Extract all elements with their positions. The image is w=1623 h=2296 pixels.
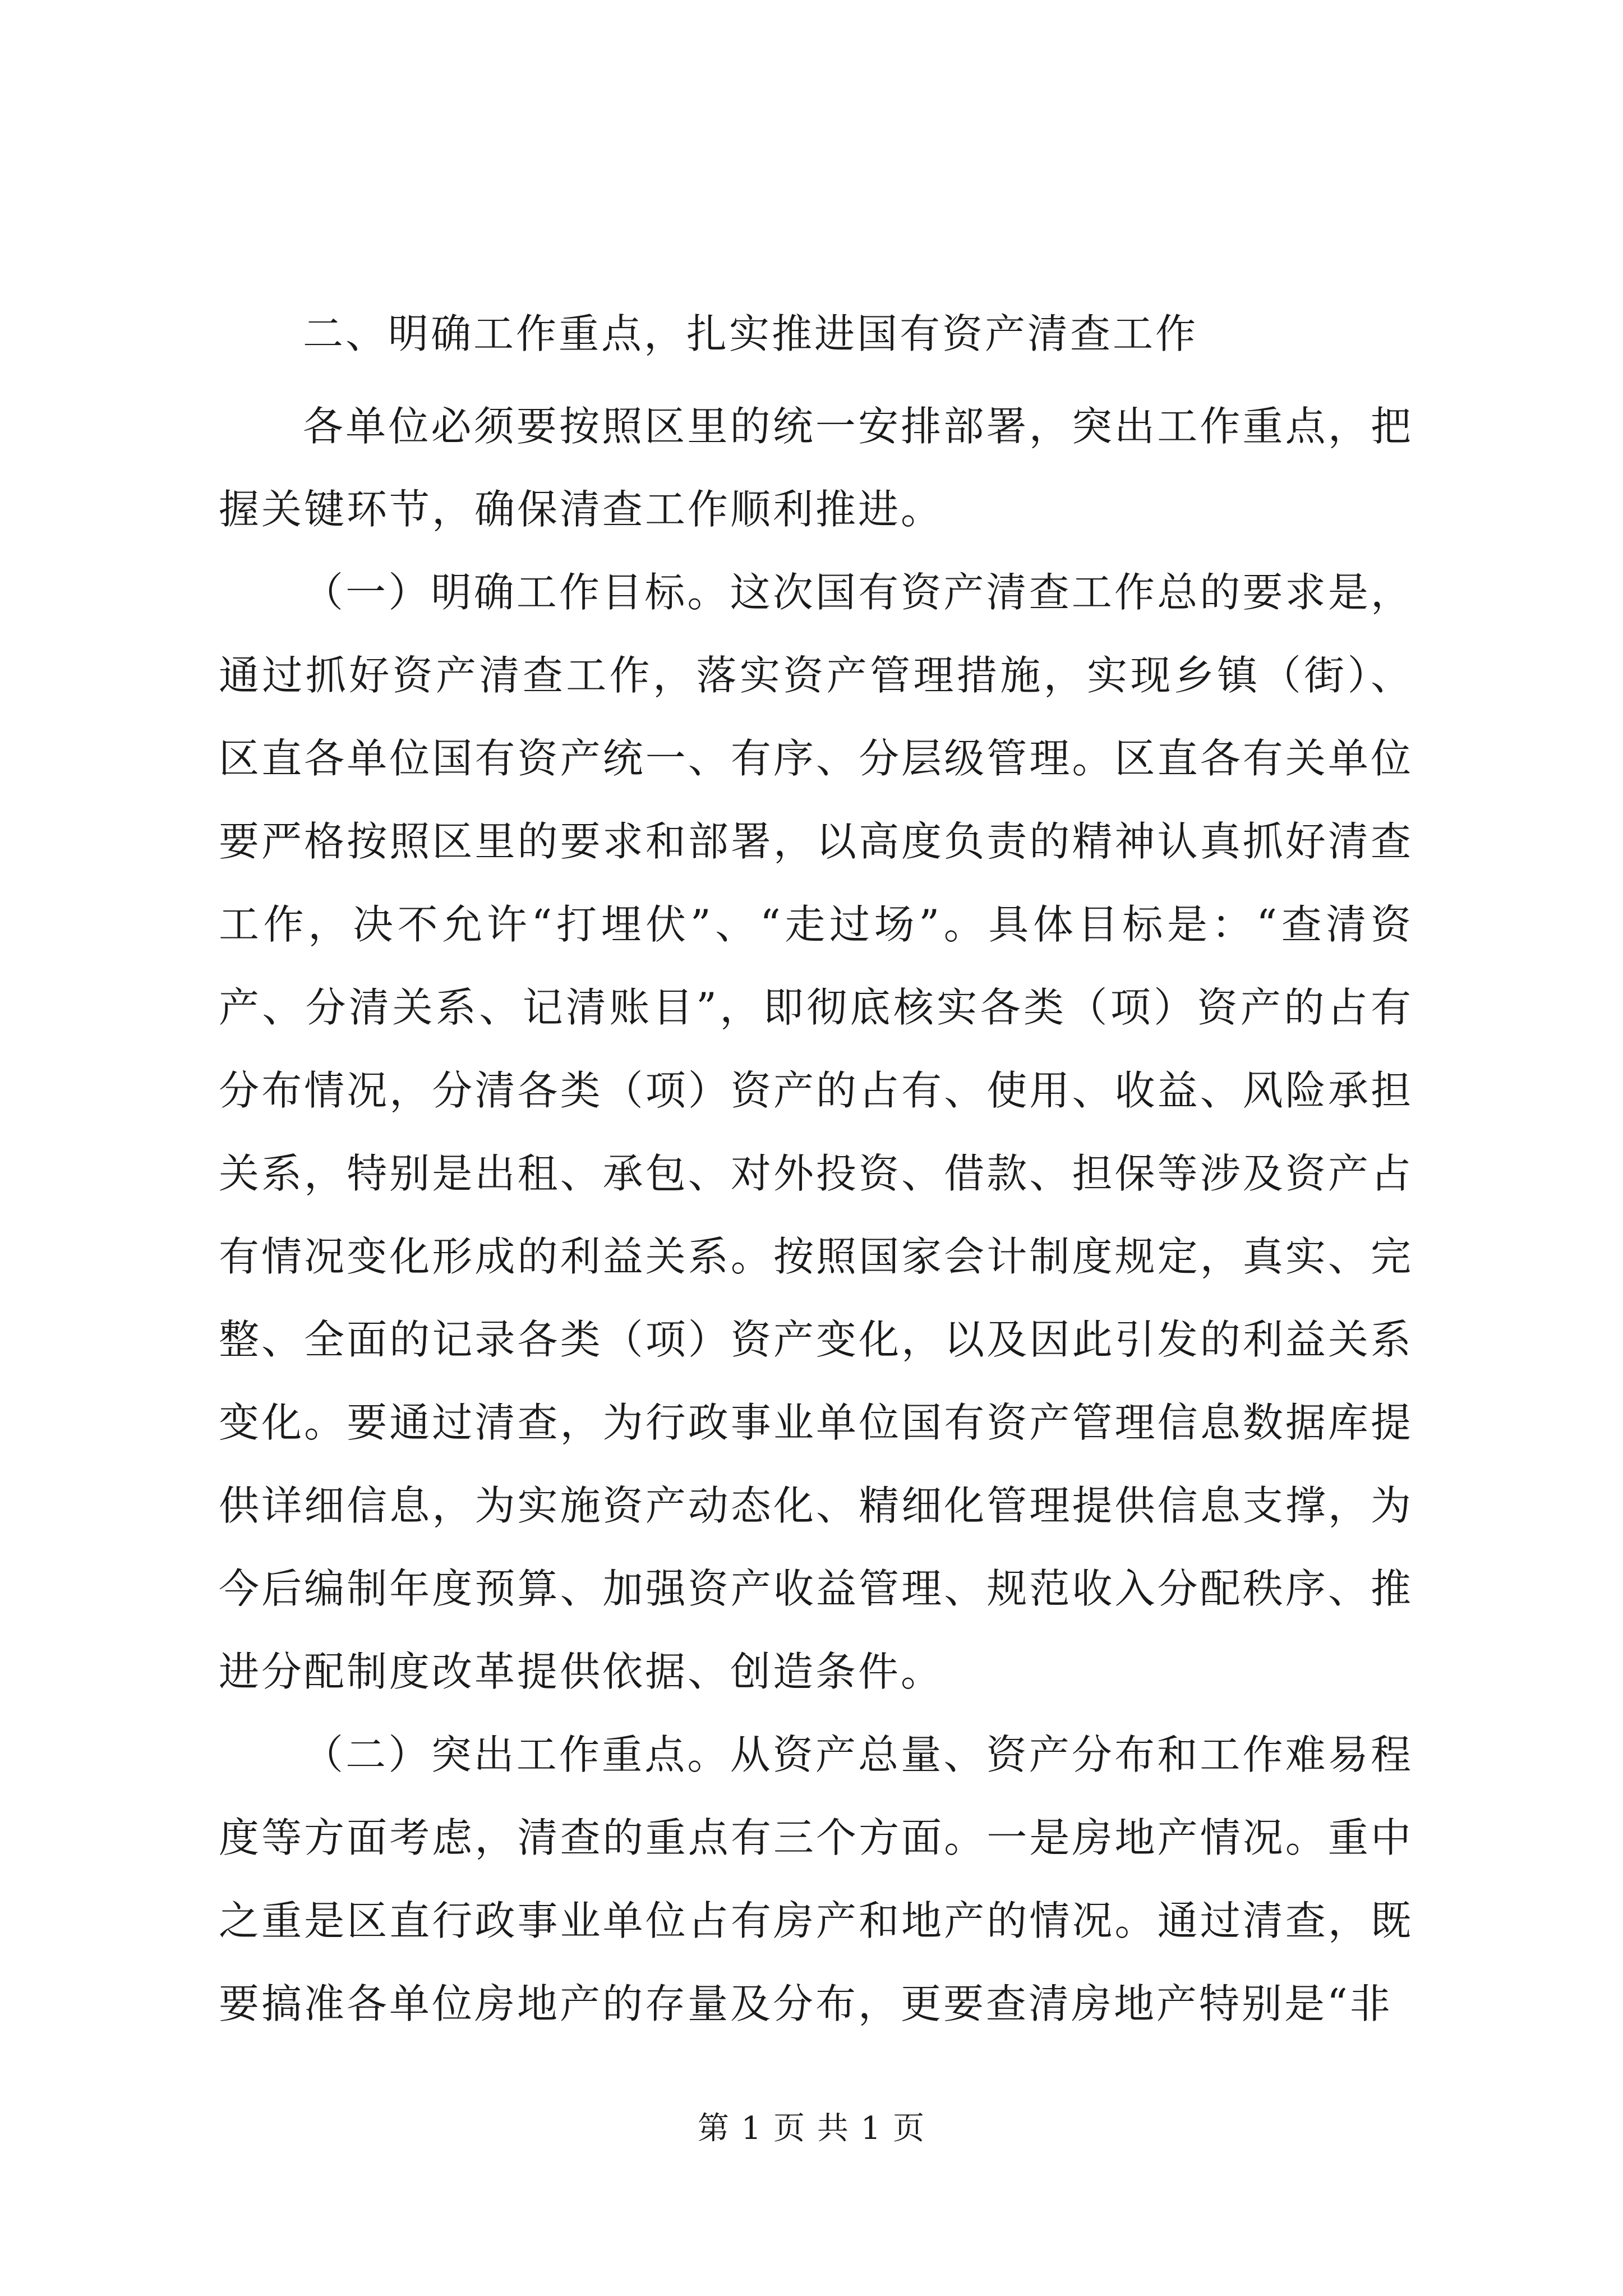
paragraph-work-focus: （二）突出工作重点。从资产总量、资产分布和工作难易程度等方面考虑，清查的重点有三个方面。一是房地产情况。重中之重是区直行政事业单位占有房产和地产的情况。通过清查，既要搞准各单位房地产的存量及分布，更要查清房地产特别是“非 bbox=[219, 1731, 1413, 2027]
paragraph-work-goals: （一）明确工作目标。这次国有资产清查工作总的要求是，通过抓好资产清查工作，落实资产管理措施，实现乡镇（街）、区直各单位国有资产统一、有序、分层级管理。区直各有关单位要严格按照区里的要求和部署，以高度负责的精神认真抓好清查工作，决不允许“打埋伏”、“走过场”。具体目标是：“查清资产、分清关系、记清账目”，即彻底核实各类（项）资产的占有分布情况，分清各类（项）资产的占有、使用、收益、风险承担关系，特别是出租、承包、对外投资、借款、担保等涉及资产占有情况变化形成的利益关系。按照国家会计制度规定，真实、完整、全面的记录各类（项）资产变化，以及因此引发的利益关系变化。要通过清查，为行政事业单位国有资产管理信息数据库提供详细信息，为实施资产动态化、精细化管理提供信息支撑，为今后编制年度预算、加强资产收益管理、规范收入分配秩序、推进分配制度改革提供依据、创造条件。 bbox=[219, 569, 1413, 1695]
document-body bbox=[219, 292, 1413, 2045]
page-number-footer: 第 1 页 共 1 页 bbox=[697, 2110, 926, 2147]
paragraph-intro: 各单位必须要按照区里的统一安排部署，突出工作重点，把握关键环节，确保清查工作顺利推进。 bbox=[219, 403, 1413, 533]
section-heading: 二、明确工作重点，扎实推进国有资产清查工作 bbox=[303, 310, 1198, 357]
